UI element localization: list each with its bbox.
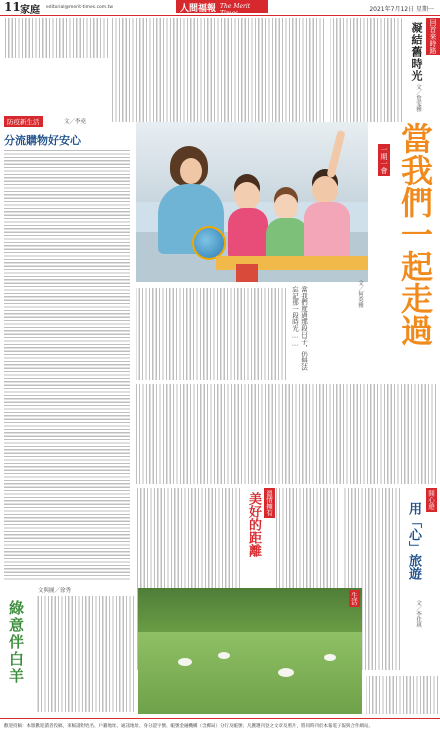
photo-grass bbox=[138, 632, 362, 714]
issue-date: 2021年7月12日 星期一 bbox=[369, 6, 434, 13]
column-tag: 開心遊 bbox=[427, 490, 435, 510]
byline: 文／詹雯雅 bbox=[415, 84, 421, 112]
article-body bbox=[330, 18, 402, 122]
footer-bar bbox=[0, 718, 440, 735]
section-email: editorial@merit-times.com.tw bbox=[46, 5, 114, 10]
feature-byline: 文／何英雅 bbox=[357, 280, 363, 308]
feature-body bbox=[136, 288, 286, 380]
child-1 bbox=[234, 182, 260, 210]
feature-title: 當我們一起走過 bbox=[396, 122, 434, 346]
column-tag: 生活 bbox=[350, 592, 358, 605]
article-continuation-left bbox=[4, 18, 108, 58]
page-number: 11 bbox=[4, 0, 21, 14]
column-label bbox=[426, 18, 438, 55]
sheep-2 bbox=[218, 652, 230, 659]
article-continuation bbox=[110, 18, 324, 122]
section-name: 家庭 bbox=[20, 5, 40, 16]
column-life bbox=[4, 586, 136, 714]
article-title: 凝結舊時光 bbox=[410, 22, 423, 82]
child-3-body bbox=[304, 202, 350, 262]
paper-logo bbox=[176, 0, 268, 17]
byline: 文／李佳琪 bbox=[415, 600, 421, 628]
sheep-3 bbox=[278, 668, 294, 677]
article-body bbox=[36, 596, 134, 712]
column-tag: 回首來時路 bbox=[426, 18, 440, 55]
column-shopping bbox=[4, 116, 132, 581]
photo-trees bbox=[138, 588, 362, 632]
pull-quote: 當我們度過那段日子，仍無法忘記那一段時光…… bbox=[291, 286, 308, 371]
paper-name-en: The Merit Times bbox=[220, 2, 251, 17]
article-body-bottom-right bbox=[366, 676, 438, 714]
teacher-face bbox=[180, 158, 202, 184]
child-3 bbox=[312, 176, 338, 204]
byline: 文／李堯 bbox=[64, 119, 87, 125]
article-title: 用「心」旅遊 bbox=[406, 502, 421, 580]
article-title: 分流購物好安心 bbox=[4, 134, 81, 147]
byline: 文與圖／徐秀 bbox=[38, 588, 72, 594]
paper-name: 人間福報 bbox=[180, 4, 217, 14]
child-1-body bbox=[228, 208, 268, 258]
footer-text: 歡迎投稿：本版歡迎讀者投稿，來稿請附姓名、戶籍地址、通訊地址、身分證字號、帳號金融機構（含郵局）分行及帳號；凡獲選刊登之文章及照片，將同時刊於本報電子報與合作網站。 bbox=[4, 724, 373, 729]
sheep-photo bbox=[138, 588, 362, 714]
article-title: 綠意伴白羊 bbox=[7, 600, 25, 685]
chair-red bbox=[236, 264, 258, 282]
column-tag: 防疫新生活 bbox=[4, 116, 43, 127]
column-huiyan bbox=[328, 18, 440, 126]
child-2 bbox=[274, 194, 298, 220]
sheep-1 bbox=[178, 658, 192, 666]
column-tag: 溫情擁有 bbox=[265, 490, 273, 516]
sheep-4 bbox=[324, 654, 336, 661]
feature-title-block bbox=[372, 122, 438, 362]
feature-kicker: 一期一會 bbox=[380, 146, 388, 174]
feature-quote-block bbox=[290, 280, 370, 380]
article-body bbox=[4, 150, 130, 580]
masthead bbox=[0, 0, 440, 16]
feature-body-2 bbox=[136, 384, 436, 484]
article-title: 美好的距離 bbox=[246, 492, 261, 557]
globe bbox=[192, 226, 226, 260]
classroom-photo bbox=[136, 122, 368, 282]
